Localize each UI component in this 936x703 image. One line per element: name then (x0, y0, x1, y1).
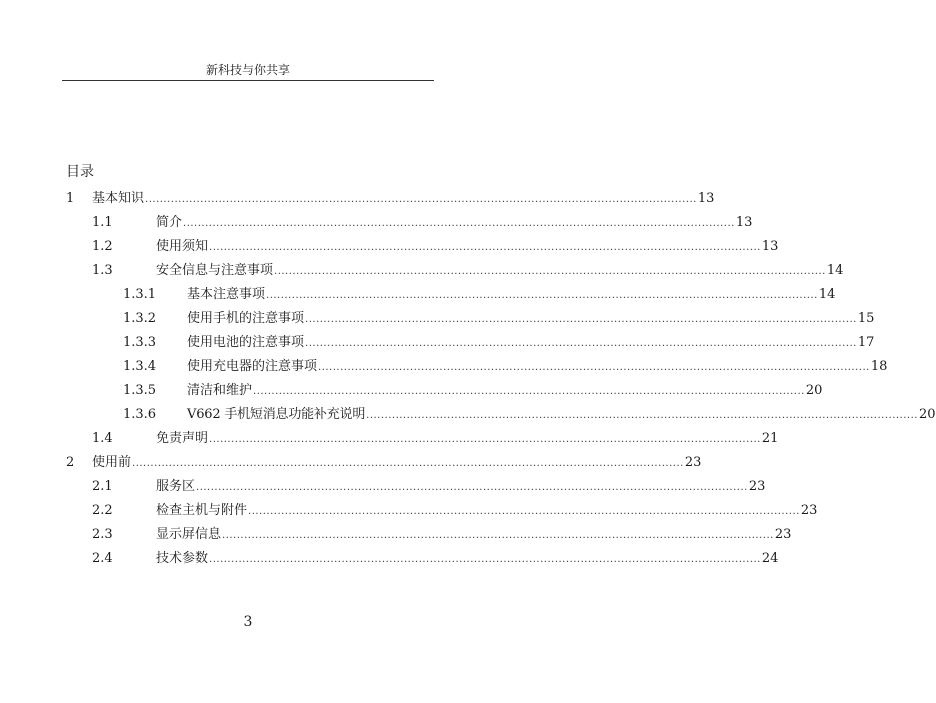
toc-entry[interactable] (123, 283, 836, 307)
toc-entry-label: 简介 (156, 215, 183, 230)
toc-entry-label: 基本注意事项 (187, 287, 266, 302)
toc-entry-label: 服务区 (156, 479, 196, 494)
toc-entry-label: 免责声明 (156, 431, 209, 446)
toc-entry-page: 17 (857, 335, 875, 350)
toc-entry-page: 13 (735, 215, 753, 230)
toc-entry[interactable] (123, 403, 936, 427)
toc-entry-number: 2 (66, 455, 75, 470)
toc-entry-page: 20 (918, 407, 936, 422)
toc-entry-number: 1.3.3 (123, 335, 157, 350)
toc-entry[interactable] (92, 523, 792, 547)
toc-entry-number: 2.4 (92, 551, 113, 566)
toc-entry-page: 13 (761, 239, 779, 254)
toc-entry-label: 使用电池的注意事项 (187, 335, 305, 350)
toc-entry[interactable] (123, 379, 823, 403)
toc-entry-number: 2.1 (92, 479, 113, 494)
toc-entry-leader: ...................................................................................................................................................... (366, 410, 918, 421)
page-number: 3 (243, 614, 253, 630)
toc-entry-page: 15 (857, 311, 875, 326)
toc-entry-leader: ...................................................................................................................................................... (305, 314, 857, 325)
toc-entry-page: 23 (800, 503, 818, 518)
toc-entry-leader: ...................................................................................................................................................... (183, 218, 735, 229)
running-header: 新科技与你共享 (205, 63, 290, 77)
toc-entry-leader: ...................................................................................................................................................... (266, 290, 818, 301)
toc-entry-number: 1.3.2 (123, 311, 157, 326)
toc-entry-number: 1 (66, 191, 75, 206)
toc-entry-number: 1.4 (92, 431, 113, 446)
toc-entry-number: 2.2 (92, 503, 113, 518)
toc-entry-page: 14 (826, 263, 844, 278)
toc-entry-label: 使用须知 (156, 239, 209, 254)
toc-entry-label: 基本知识 (92, 191, 145, 206)
toc-entry-label: V662 手机短消息功能补充说明 (187, 407, 366, 422)
toc-entry[interactable] (92, 427, 779, 451)
toc-entry[interactable] (123, 355, 888, 379)
toc-entry-label: 清洁和维护 (187, 383, 253, 398)
toc-entry-page: 20 (805, 383, 823, 398)
toc-entry-label: 使用手机的注意事项 (187, 311, 305, 326)
toc-entry-leader: ...................................................................................................................................................... (274, 266, 826, 277)
toc-entry-number: 2.3 (92, 527, 113, 542)
toc-entry-label: 显示屏信息 (156, 527, 222, 542)
toc-entry-page: 14 (818, 287, 836, 302)
toc-entry-label: 使用充电器的注意事项 (187, 359, 318, 374)
toc-entry-leader: ...................................................................................................................................................... (209, 242, 761, 253)
toc-title: 目录 (66, 164, 94, 180)
toc-entry-leader: ...................................................................................................................................................... (145, 194, 697, 205)
toc-entry-leader: ...................................................................................................................................................... (209, 434, 761, 445)
toc-entry-number: 1.3.1 (123, 287, 157, 302)
toc-entry-leader: ...................................................................................................................................................... (132, 458, 684, 469)
toc-entry[interactable] (92, 547, 779, 571)
toc-entry-leader: ...................................................................................................................................................... (196, 482, 748, 493)
toc-entry-page: 21 (761, 431, 779, 446)
toc-entry-number: 1.1 (92, 215, 113, 230)
toc-entry[interactable] (92, 211, 753, 235)
toc-entry-leader: ...................................................................................................................................................... (209, 554, 761, 565)
toc-entry[interactable] (123, 307, 875, 331)
toc-entry-leader: ...................................................................................................................................................... (318, 362, 870, 373)
toc-entry-label: 安全信息与注意事项 (156, 263, 274, 278)
toc-entry-page: 13 (697, 191, 715, 206)
toc-entry-number: 1.3.6 (123, 407, 157, 422)
header-rule (62, 80, 434, 81)
toc-entry-number: 1.3.5 (123, 383, 157, 398)
toc-entry-page: 23 (774, 527, 792, 542)
toc-entry-page: 24 (761, 551, 779, 566)
toc-entry[interactable] (66, 187, 715, 211)
toc-entry-leader: ...................................................................................................................................................... (253, 386, 805, 397)
toc-entry-number: 1.3.4 (123, 359, 157, 374)
toc-entry[interactable] (66, 451, 702, 475)
toc-entry[interactable] (92, 259, 844, 283)
toc-entry[interactable] (92, 499, 818, 523)
toc-entry[interactable] (92, 475, 766, 499)
toc-entry-number: 1.2 (92, 239, 113, 254)
toc-entry[interactable] (123, 331, 875, 355)
toc-entry-label: 检查主机与附件 (156, 503, 248, 518)
toc-entry-label: 技术参数 (156, 551, 209, 566)
toc-entry-label: 使用前 (92, 455, 132, 470)
toc-entry-page: 23 (684, 455, 702, 470)
toc-entry-page: 23 (748, 479, 766, 494)
toc-entry-leader: ...................................................................................................................................................... (305, 338, 857, 349)
toc-entry[interactable] (92, 235, 779, 259)
toc-entry-number: 1.3 (92, 263, 113, 278)
toc-entry-leader: ...................................................................................................................................................... (248, 506, 800, 517)
toc-entry-leader: ...................................................................................................................................................... (222, 530, 774, 541)
toc-entry-page: 18 (870, 359, 888, 374)
